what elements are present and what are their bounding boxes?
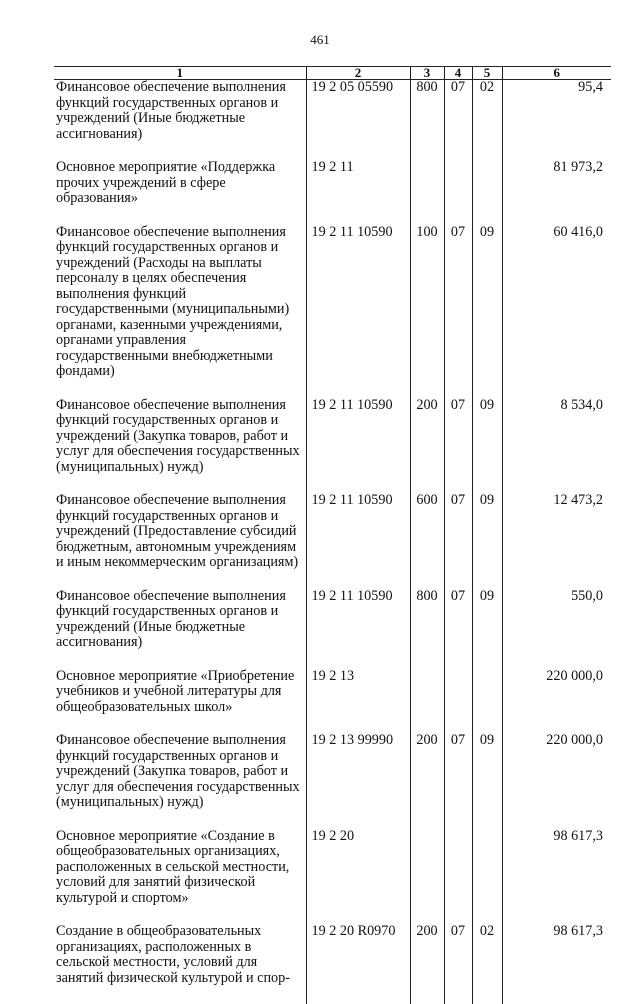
row-col4: 07 [444,80,472,161]
row-amount: 8 534,0 [502,398,611,494]
column-header: 6 [502,67,611,80]
row-col5 [472,669,502,734]
table-row [54,80,611,161]
row-description: Основное мероприятие «Приобретение учебников и учебной литературы для общеобразовательных школ» [56,667,295,715]
table-row [54,225,611,398]
table-row [54,924,611,1004]
row-code: 19 2 11 10590 [306,589,410,669]
column-header: 2 [306,67,410,80]
row-col4: 07 [444,733,472,829]
row-amount: 95,4 [502,80,611,161]
row-col5: 02 [472,924,502,1004]
row-col4 [444,829,472,925]
row-code: 19 2 11 10590 [306,493,410,589]
column-header: 1 [54,67,306,80]
row-code: 19 2 11 10590 [306,398,410,494]
row-amount: 220 000,0 [502,733,611,829]
row-col5: 09 [472,493,502,589]
row-amount: 550,0 [502,589,611,669]
table-row [54,733,611,829]
row-col5 [472,160,502,225]
row-col4: 07 [444,493,472,589]
row-amount: 60 416,0 [502,225,611,398]
budget-table [54,66,611,1004]
row-description: Основное мероприятие «Создание в общеобразовательных организациях, расположенных в сельской местности, условий для занятий физической культурой и спортом» [56,827,290,906]
row-amount: 220 000,0 [502,669,611,734]
row-col4: 07 [444,589,472,669]
row-code: 19 2 11 10590 [306,225,410,398]
row-amount: 81 973,2 [502,160,611,225]
row-col3: 800 [410,80,444,161]
row-code: 19 2 13 [306,669,410,734]
table-row [54,829,611,925]
row-col3 [410,669,444,734]
row-col3: 200 [410,924,444,1004]
row-description: Создание в общеобразовательных организациях, расположенных в сельской местности, условий для занятий физической культурой и спор- [56,923,290,986]
row-code: 19 2 05 05590 [306,80,410,161]
row-amount: 98 617,3 [502,924,611,1004]
row-description: Финансовое обеспечение выполнения функций государственных органов и учреждений (Иные бюджетные ассигнования) [56,587,286,650]
row-amount: 98 617,3 [502,829,611,925]
row-col3: 800 [410,589,444,669]
column-header: 4 [444,67,472,80]
row-col4: 07 [444,225,472,398]
column-header: 5 [472,67,502,80]
row-col4: 07 [444,398,472,494]
row-col5: 09 [472,398,502,494]
row-col5 [472,829,502,925]
row-col3: 200 [410,733,444,829]
row-code: 19 2 13 99990 [306,733,410,829]
row-description: Финансовое обеспечение выполнения функций государственных органов и учреждений (Закупка товаров, работ и услуг для обеспечения государственных (муниципальных) нужд) [56,396,300,475]
row-description: Основное мероприятие «Поддержка прочих учреждений в сфере образования» [56,159,276,206]
row-amount: 12 473,2 [502,493,611,589]
row-col4: 07 [444,924,472,1004]
row-description: Финансовое обеспечение выполнения функций государственных органов и учреждений (Закупка товаров, работ и услуг для обеспечения государственных (муниципальных) нужд) [56,732,300,810]
table-row [54,160,611,225]
row-col5: 02 [472,80,502,161]
header-row [54,67,611,80]
row-description: Финансовое обеспечение выполнения функций государственных органов и учреждений (Иные бюджетные ассигнования) [56,79,286,142]
column-header: 3 [410,67,444,80]
row-code: 19 2 11 [306,160,410,225]
row-col3: 600 [410,493,444,589]
row-col3 [410,829,444,925]
row-col4 [444,160,472,225]
table-row [54,669,611,734]
row-col3: 200 [410,398,444,494]
row-col5: 09 [472,733,502,829]
row-code: 19 2 20 [306,829,410,925]
row-col5: 09 [472,589,502,669]
table-row [54,589,611,669]
table-row [54,398,611,494]
row-code: 19 2 20 R0970 [306,924,410,1004]
table-row [54,493,611,589]
row-description: Финансовое обеспечение выполнения функций государственных органов и учреждений (Расходы на выплаты персоналу в целях обеспечения выполнения функций государственными (муниципальными) органами, казенными учреждениями, органами управления государственными внебюджетными фондами) [56,223,290,379]
row-col3: 100 [410,225,444,398]
row-col3 [410,160,444,225]
row-col5: 09 [472,225,502,398]
row-col4 [444,669,472,734]
row-description: Финансовое обеспечение выполнения функций государственных органов и учреждений (Предоставление субсидий бюджетным, автономным учреждениям и иным некоммерческим организациям) [56,492,299,570]
page-number: 461 [310,32,330,47]
